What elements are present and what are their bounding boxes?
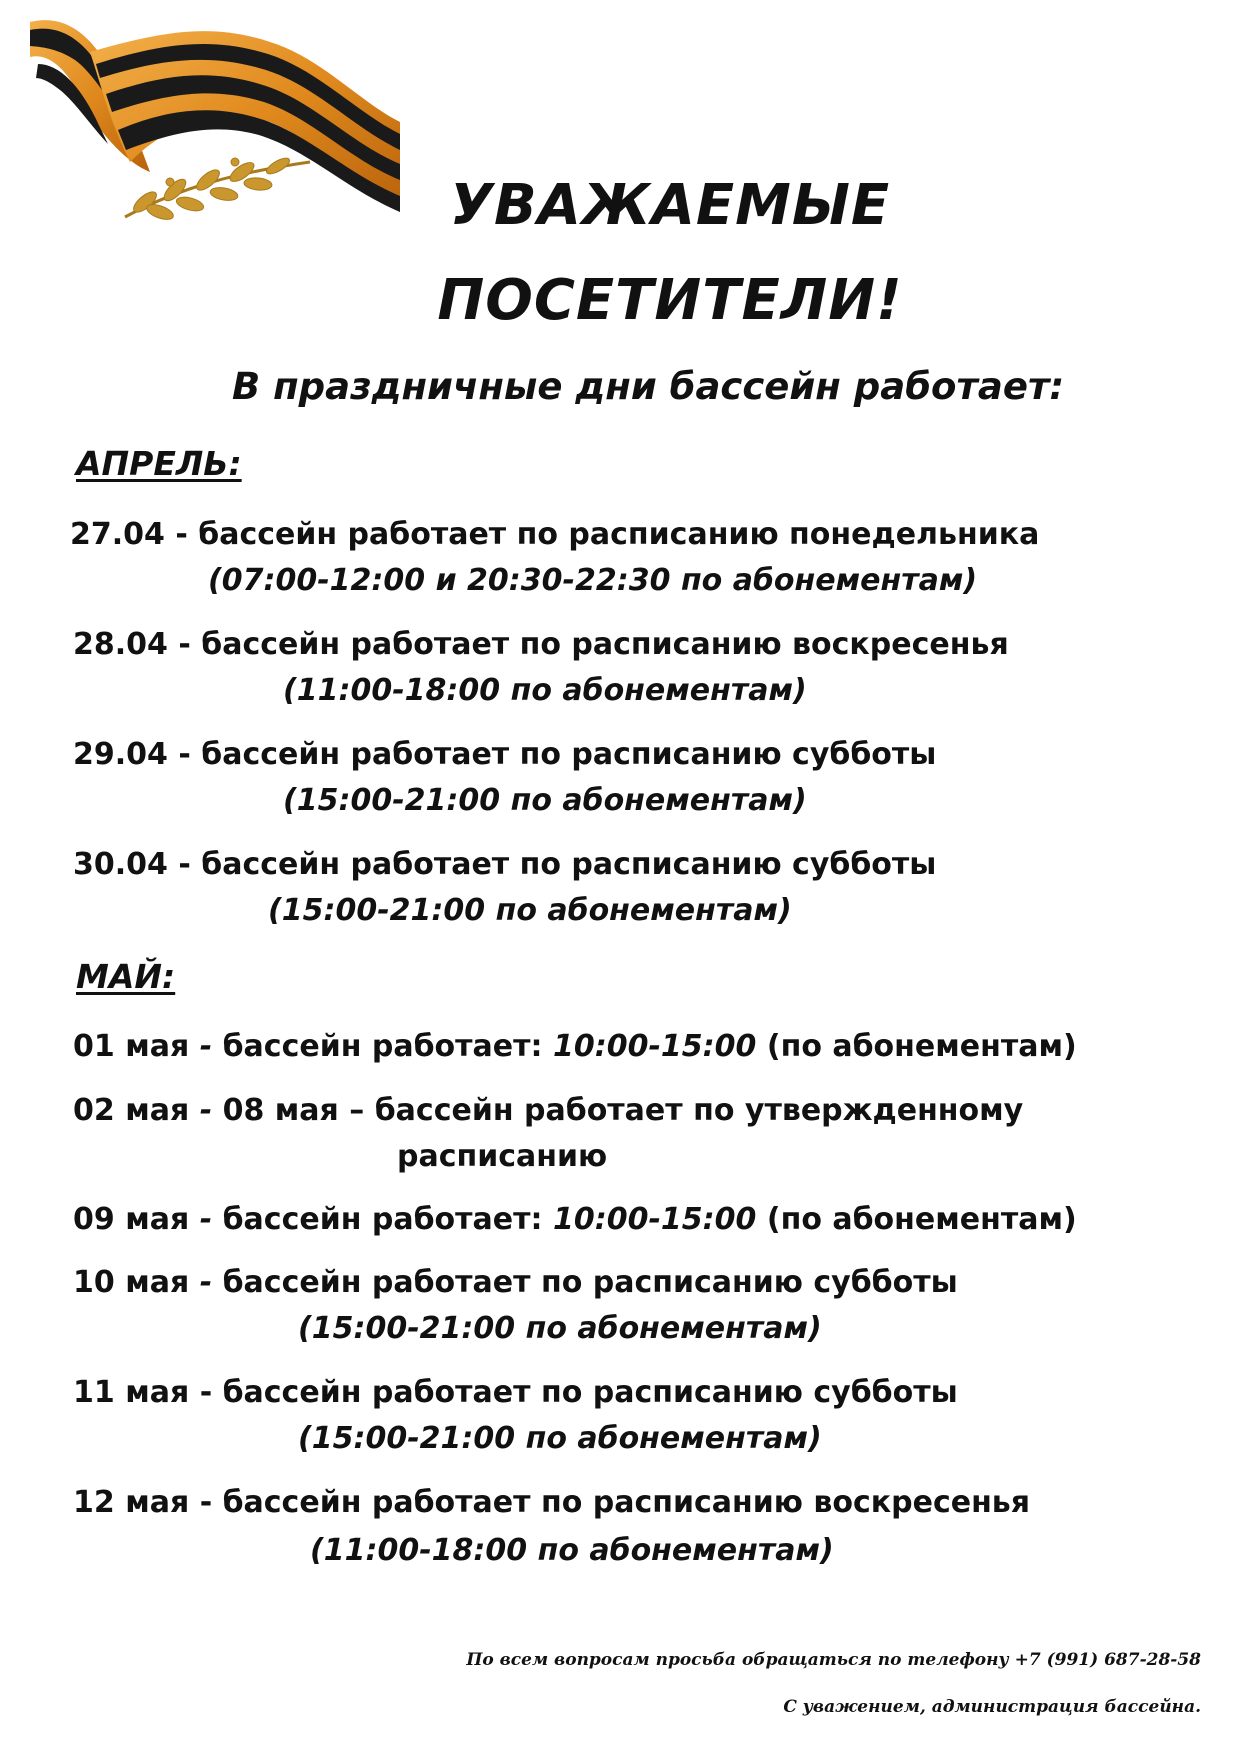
- may-entry-11-hours: (15:00-21:00 по абонементам): [298, 1421, 822, 1456]
- may-entry-11: [73, 1375, 958, 1410]
- entry-time: 10:00-15:00: [552, 1029, 757, 1064]
- entry-date: 10 мая: [73, 1265, 190, 1300]
- entry-text: - бассейн работает по расписанию субботы: [178, 847, 937, 882]
- entry-date: 12 мая: [73, 1485, 190, 1520]
- entry-dash: -: [199, 1265, 213, 1300]
- entry-date: 28.04: [73, 627, 168, 662]
- entry-date: 09 мая: [73, 1202, 190, 1237]
- april-entry-30: [73, 847, 937, 882]
- entry-dash: -: [199, 1202, 213, 1237]
- april-entry-29: [73, 737, 937, 772]
- entry-date: 02 мая: [73, 1093, 190, 1128]
- page-title-line2: ПОСЕТИТЕЛИ!: [437, 268, 903, 333]
- entry-date: 29.04: [73, 737, 168, 772]
- entry-date: 11 мая: [73, 1375, 190, 1410]
- april-entry-27-hours: (07:00-12:00 и 20:30-22:30 по абонементам): [208, 563, 978, 598]
- entry-text: - бассейн работает по расписанию субботы: [178, 737, 937, 772]
- entry-text: - бассейн работает по расписанию субботы: [199, 1375, 958, 1410]
- may-entry-10: [73, 1265, 958, 1300]
- entry-text: бассейн работает:: [222, 1029, 543, 1064]
- april-entry-28-hours: (11:00-18:00 по абонементам): [283, 673, 807, 708]
- entry-text: - бассейн работает по расписанию воскресенья: [178, 627, 1009, 662]
- entry-text: бассейн работает по расписанию субботы: [222, 1265, 958, 1300]
- entry-time: 10:00-15:00: [552, 1202, 757, 1237]
- april-entry-30-hours: (15:00-21:00 по абонементам): [268, 893, 792, 928]
- may-entry-10-hours: (15:00-21:00 по абонементам): [298, 1311, 822, 1346]
- entry-text: бассейн работает:: [222, 1202, 543, 1237]
- april-heading: АПРЕЛЬ:: [76, 444, 242, 483]
- may-entry-02-08-cont: расписанию: [397, 1139, 608, 1174]
- may-entry-12-hours: (11:00-18:00 по абонементам): [310, 1533, 834, 1568]
- entry-text: - бассейн работает по расписанию понедельника: [175, 517, 1040, 552]
- footer-signature: С уважением, администрация бассейна.: [783, 1697, 1201, 1717]
- april-entry-28: [73, 627, 1009, 662]
- may-entry-02-08: [73, 1093, 1024, 1128]
- april-entry-29-hours: (15:00-21:00 по абонементам): [283, 783, 807, 818]
- entry-date: 27.04: [70, 517, 165, 552]
- entry-note: (по абонементам): [766, 1029, 1077, 1064]
- entry-text: - бассейн работает по расписанию воскресенья: [199, 1485, 1031, 1520]
- page-subtitle: В праздничные дни бассейн работает:: [232, 365, 1065, 408]
- entry-date: 01 мая: [73, 1029, 190, 1064]
- page-title-line1: УВАЖАЕМЫЕ: [449, 173, 891, 238]
- may-entry-09: [73, 1202, 1077, 1237]
- laurel-branch-icon: [125, 155, 310, 222]
- entry-date-to: 08 мая: [222, 1093, 339, 1128]
- footer-contact: По всем вопросам просьба обращаться по телефону +7 (991) 687-28-58: [466, 1650, 1201, 1670]
- entry-date: 30.04: [73, 847, 168, 882]
- may-heading: МАЙ:: [76, 957, 176, 996]
- may-entry-01: [73, 1029, 1077, 1064]
- may-entry-12: [73, 1485, 1031, 1520]
- entry-text: – бассейн работает по утвержденному: [349, 1093, 1024, 1128]
- entry-note: (по абонементам): [766, 1202, 1077, 1237]
- april-entry-27: [70, 517, 1040, 552]
- entry-dash: -: [199, 1029, 213, 1064]
- st-george-ribbon-icon: [30, 12, 410, 232]
- entry-dash: -: [199, 1093, 213, 1128]
